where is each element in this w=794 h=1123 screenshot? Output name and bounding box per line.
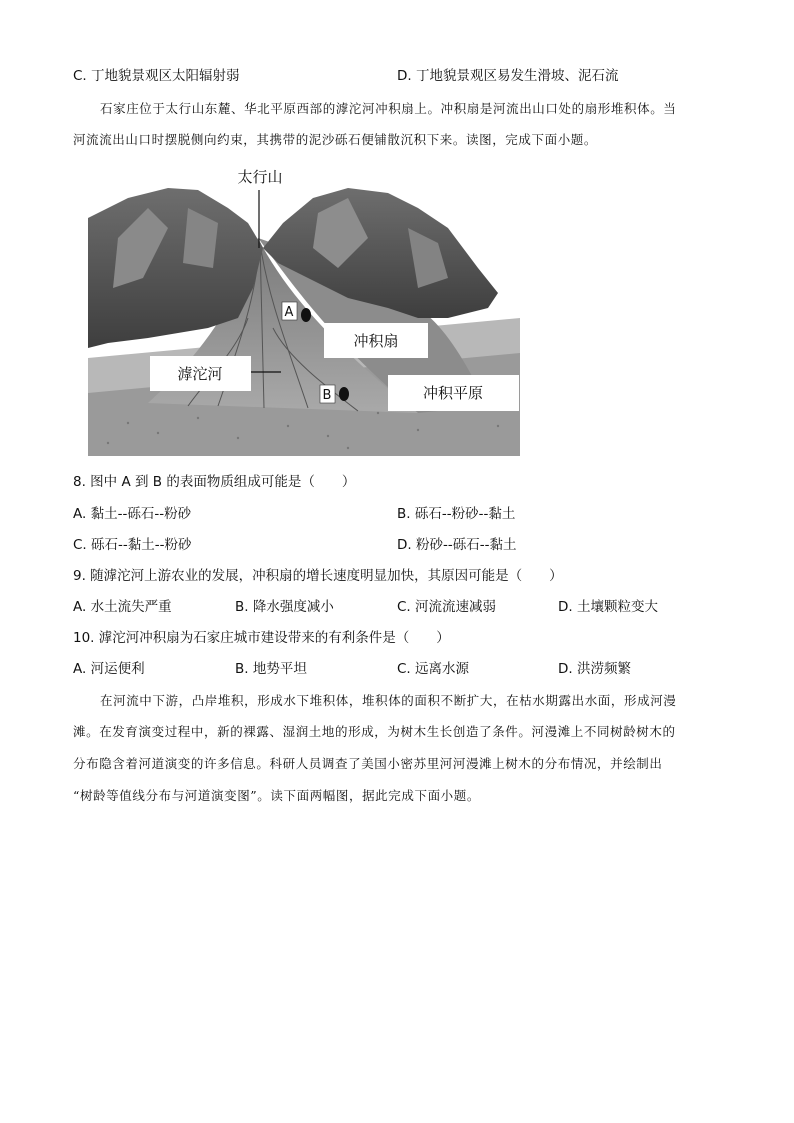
point-b-label: B	[322, 388, 332, 403]
q10-option-b: B. 地势平坦	[235, 661, 307, 677]
alluvial-fan-figure	[88, 168, 520, 456]
plain-label: 冲积平原	[422, 384, 484, 402]
passage2-line3: 分布隐含着河道演变的许多信息。科研人员调查了美国小密苏里河河漫滩上树木的分布情况，并绘制出	[73, 756, 663, 771]
mountain-label: 太行山	[237, 168, 283, 186]
q8-stem: 8. 图中 A 到 B 的表面物质组成可能是（ ）	[73, 474, 356, 490]
passage2-line4: “树龄等值线分布与河道演变图”。读下面两幅图，据此完成下面小题。	[73, 788, 480, 803]
q7-option-d: D. 丁地貌景观区易发生滑坡、泥石流	[397, 68, 619, 84]
q8-option-b: B. 砾石--粉砂--黏土	[397, 506, 516, 522]
q8-option-d: D. 粉砂--砾石--黏土	[397, 537, 517, 553]
right-mountain	[263, 188, 498, 318]
q7-option-c: C. 丁地貌景观区太阳辐射弱	[73, 68, 240, 84]
passage2-line2: 滩。在发育演变过程中，新的裸露、湿润土地的形成，为树木生长创造了条件。河漫滩上不同树龄树木的	[73, 724, 676, 739]
q10-option-c: C. 远离水源	[397, 661, 470, 677]
q9-stem: 9. 随滹沱河上游农业的发展，冲积扇的增长速度明显加快，其原因可能是（ ）	[73, 568, 563, 584]
q9-option-b: B. 降水强度减小	[235, 599, 334, 615]
passage1-line1: 石家庄位于太行山东麓、华北平原西部的滹沱河冲积扇上。冲积扇是河流出山口处的扇形堆积体。当	[100, 101, 677, 116]
q10-option-d: D. 洪涝频繁	[558, 661, 631, 677]
passage1-line2: 河流流出山口时摆脱侧向约束，其携带的泥沙砾石便铺散沉积下来。读图，完成下面小题。	[73, 132, 598, 147]
point-a-marker	[301, 308, 311, 322]
point-b-marker	[339, 387, 349, 401]
fan-label: 冲积扇	[353, 332, 399, 350]
q9-option-c: C. 河流流速减弱	[397, 599, 497, 615]
point-a-label: A	[284, 305, 294, 320]
q10-stem: 10. 滹沱河冲积扇为石家庄城市建设带来的有利条件是（ ）	[73, 630, 450, 646]
passage2-line1: 在河流中下游，凸岸堆积，形成水下堆积体，堆积体的面积不断扩大，在枯水期露出水面，形成河漫	[100, 693, 677, 708]
q9-option-d: D. 土壤颗粒变大	[558, 599, 658, 615]
q9-option-a: A. 水土流失严重	[73, 599, 172, 615]
q8-option-c: C. 砾石--黏土--粉砂	[73, 537, 192, 553]
river-label: 滹沱河	[177, 365, 223, 383]
q8-option-a: A. 黏土--砾石--粉砂	[73, 506, 192, 522]
q10-option-a: A. 河运便利	[73, 661, 145, 677]
